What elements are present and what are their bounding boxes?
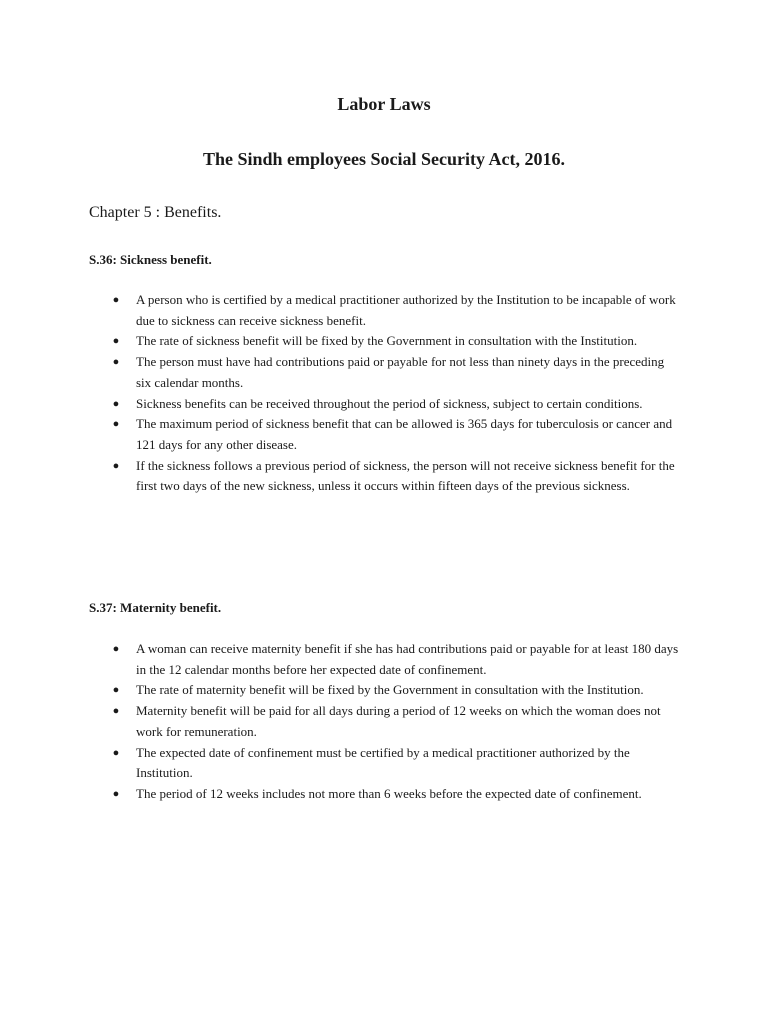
bullet-icon: ● (112, 684, 120, 697)
bullet-icon: ● (112, 294, 120, 306)
list-item-text: If the sickness follows a previous period of sickness, the person will not receive sickness benefit for the first two days of the new sickness, unless it occurs within fifteen days of the previous sickness. (136, 457, 675, 494)
list-item-text: The person must have had contributions paid or payable for not less than ninety days in the preceding six calendar months. (136, 354, 665, 390)
list-item-text: Sickness benefits can be received throughout the period of sickness, subject to certain conditions. (136, 395, 643, 411)
maternity-benefit-list (110, 639, 682, 805)
list-item-text: Maternity benefit will be paid for all days during a period of 12 weeks on which the woman does not work for remuneration. (136, 703, 661, 739)
list-item-text: The period of 12 weeks includes not more than 6 weeks before the expected date of confinement. (136, 785, 642, 801)
document-title: Labor Laws (337, 94, 431, 114)
chapter-heading: Chapter 5 : Benefits. (89, 204, 222, 221)
bullet-icon: ● (112, 746, 120, 759)
list-item-text: A woman can receive maternity benefit if she has had contributions paid or payable for at least 180 days in the 12 calendar months before her expected date of confinement. (136, 641, 679, 677)
sickness-benefit-list (110, 290, 682, 497)
list-item-text: A person who is certified by a medical practitioner authorized by the Institution to be incapable of work due to sickness can receive sickness benefit. (136, 292, 676, 328)
bullet-icon: ● (112, 335, 120, 348)
list-item (110, 331, 682, 352)
section-heading-maternity: S.37: Maternity benefit. (89, 600, 222, 615)
list-item (110, 680, 682, 701)
list-item (110, 456, 682, 497)
list-item-text: The rate of maternity benefit will be fixed by the Government in consultation with the Institution. (136, 682, 644, 698)
bullet-icon: ● (112, 705, 120, 718)
bullet-icon: ● (112, 643, 120, 655)
list-item-text: The rate of sickness benefit will be fixed by the Government in consultation with the Institution. (136, 333, 638, 349)
section-heading-sickness: S.36: Sickness benefit. (89, 252, 212, 267)
list-item-text: The expected date of confinement must be certified by a medical practitioner authorized by the Institution. (136, 744, 630, 781)
bullet-icon: ● (112, 459, 120, 472)
bullet-icon: ● (112, 787, 120, 800)
list-item-text: The maximum period of sickness benefit that can be allowed is 365 days for tuberculosis or cancer and 121 days for any other disease. (136, 416, 673, 452)
list-item (110, 784, 682, 805)
list-item (110, 290, 682, 331)
list-item (110, 414, 682, 455)
list-item (110, 352, 682, 393)
bullet-icon: ● (112, 356, 120, 369)
list-item (110, 701, 682, 742)
act-title: The Sindh employees Social Security Act, 2016. (202, 149, 565, 169)
bullet-icon: ● (112, 397, 120, 410)
list-item (110, 743, 682, 784)
list-item (110, 394, 682, 415)
bullet-icon: ● (112, 418, 120, 431)
list-item (110, 639, 682, 680)
